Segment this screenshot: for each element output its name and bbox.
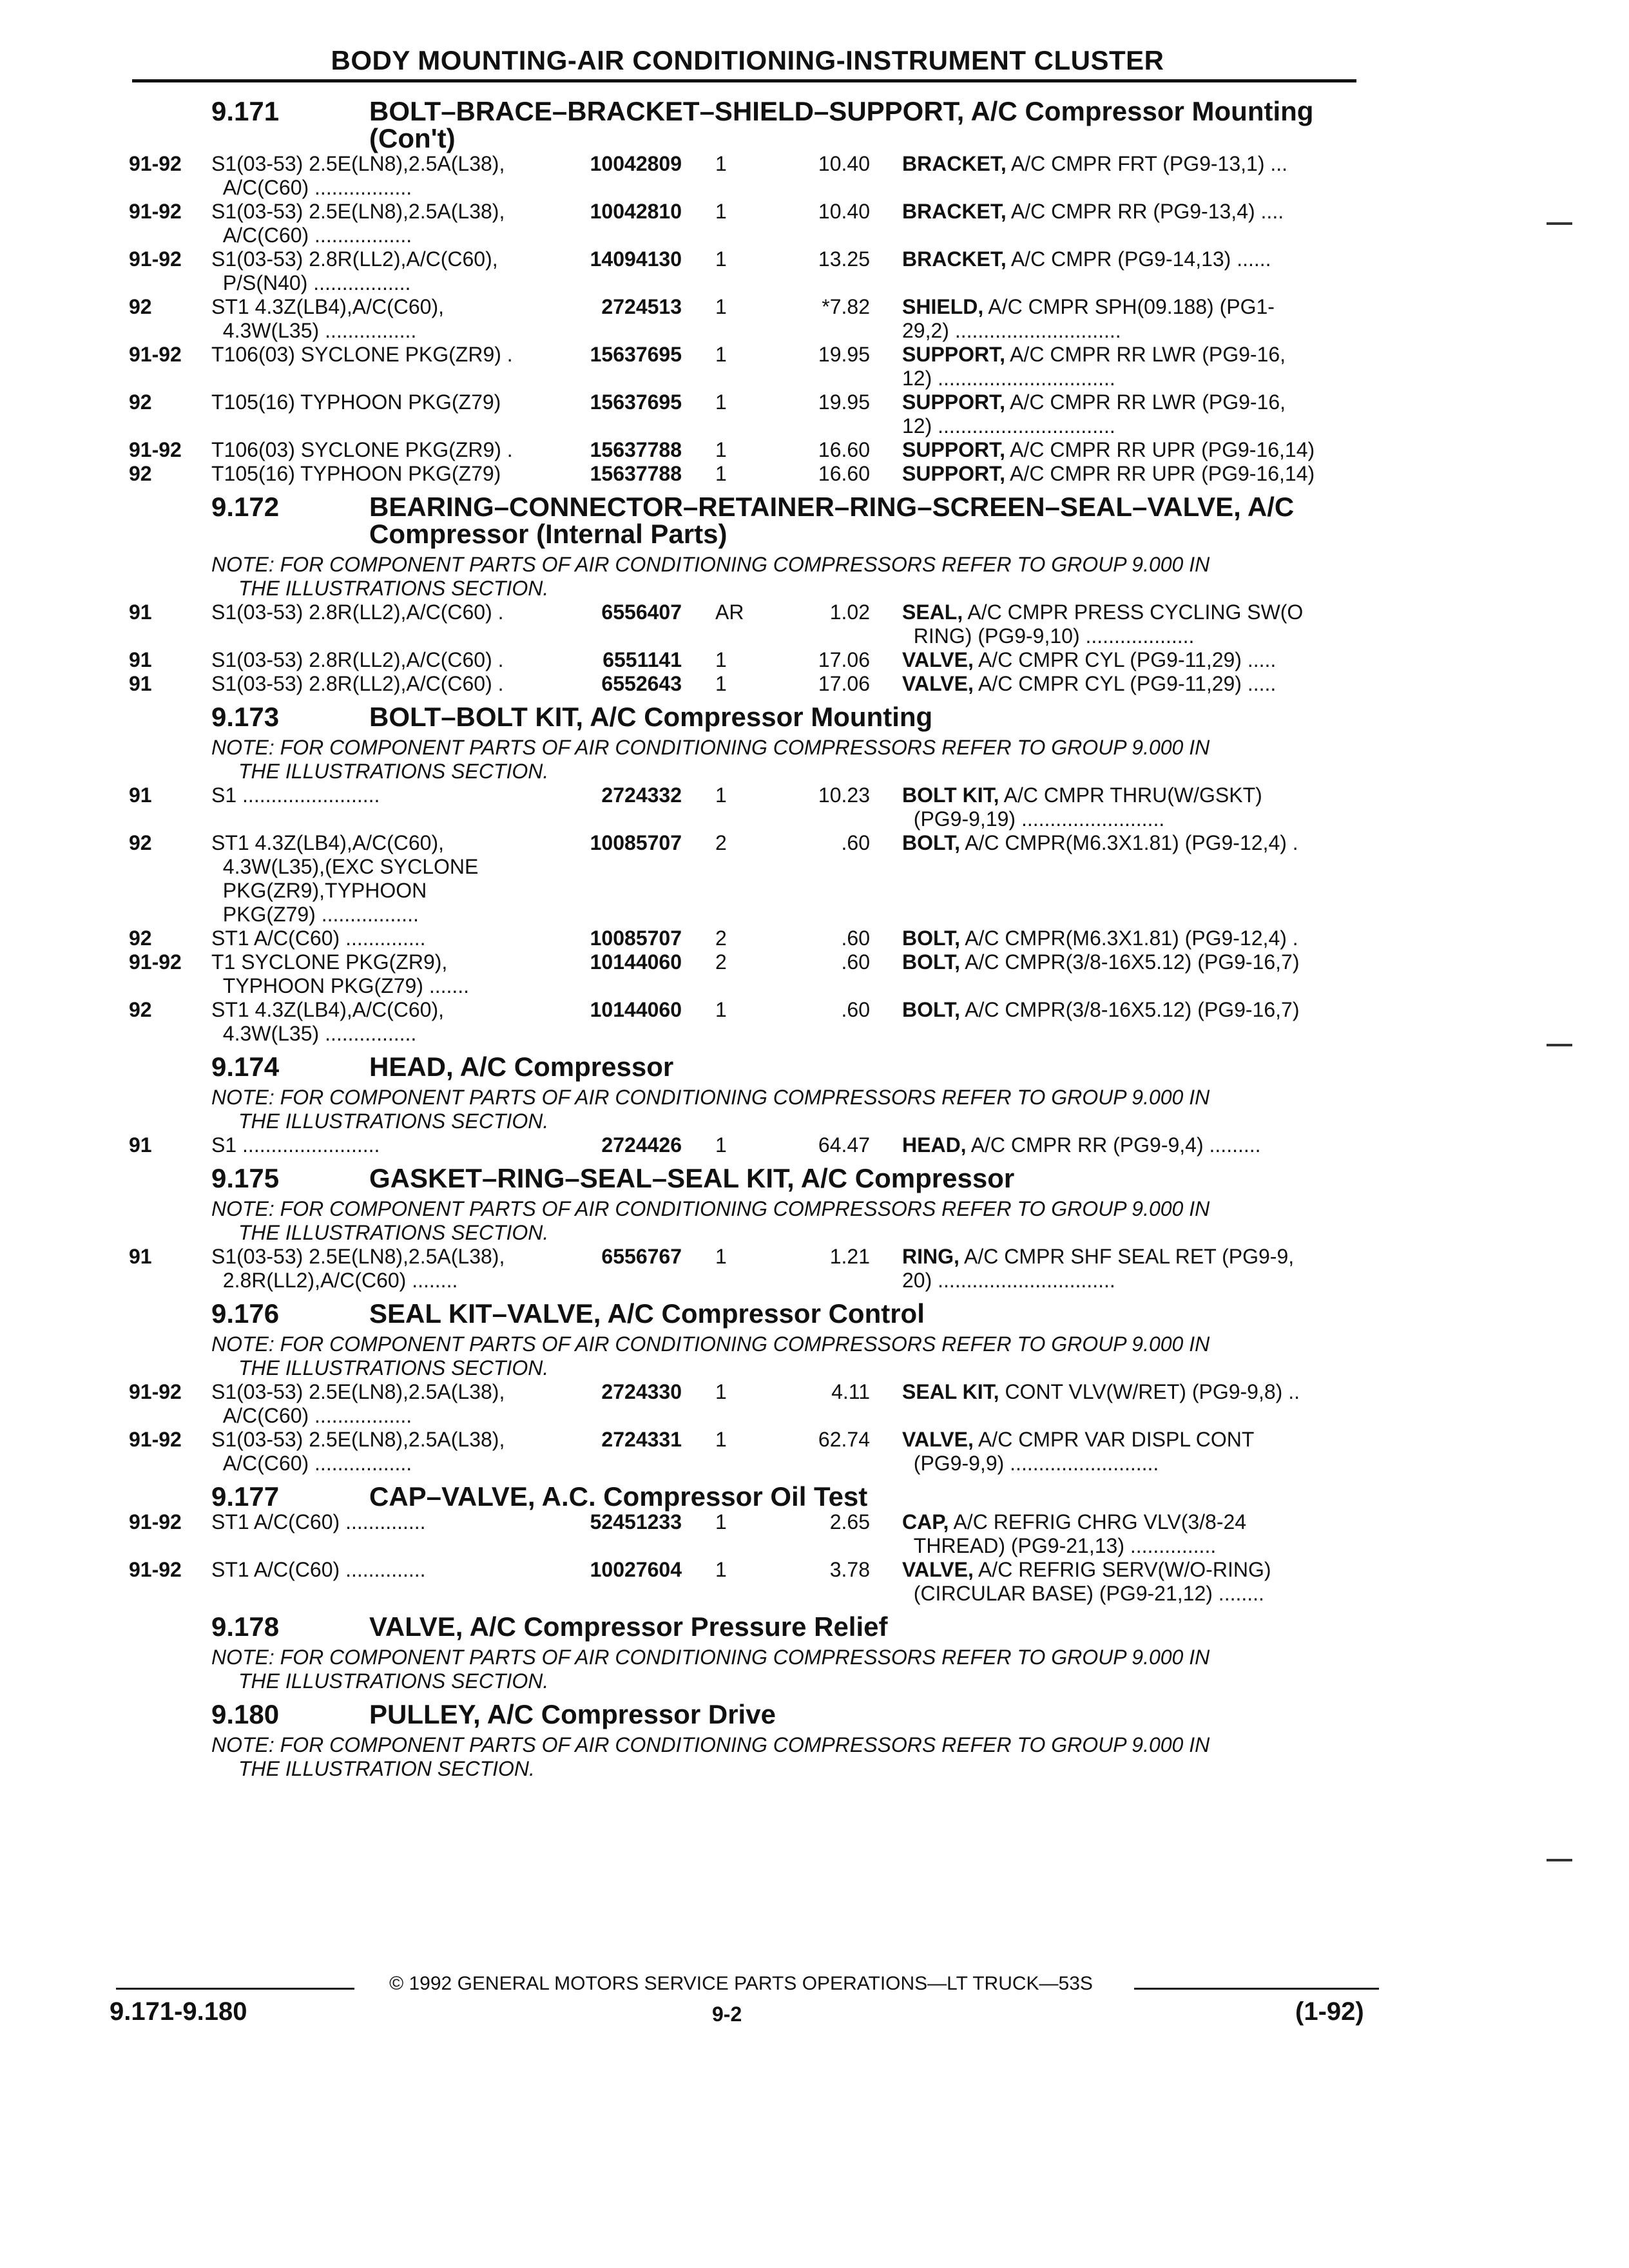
application-description: T106(03) SYCLONE PKG(ZR9) . [211,438,513,461]
application-description: ST1 4.3Z(LB4),A/C(C60), 4.3W(L35) ................ [211,998,444,1045]
section-number: 9.177 [211,1481,280,1512]
application-description: ST1 4.3Z(LB4),A/C(C60), 4.3W(L35) ................ [211,295,444,342]
part-name [876,1133,1366,1157]
quantity: 1 [715,1510,727,1533]
note-line: NOTE: FOR COMPONENT PARTS OF AIR CONDITIONING COMPRESSORS REFER TO GROUP 9.000 IN [211,1646,1210,1669]
price: 10.40 [818,152,870,175]
application-description: S1(03-53) 2.8R(LL2),A/C(C60), P/S(N40) ................. [211,247,498,294]
part-detail: A/C CMPR RR UPR (PG9-16,14) [1005,438,1315,461]
part-number: 2724332 [601,783,682,807]
quantity: 2 [715,927,727,950]
quantity: 1 [715,672,727,695]
section-note [129,1086,1366,1133]
margin-mark [1547,222,1572,225]
section-heading [129,1053,1366,1081]
section-title: PULLEY, A/C Compressor Drive [369,1699,776,1729]
application-description: ST1 A/C(C60) .............. [211,1510,426,1533]
application-description: S1(03-53) 2.8R(LL2),A/C(C60) . [211,672,504,695]
quantity: 1 [715,648,727,671]
application-description: S1 ........................ [211,783,380,807]
model-year: 91-92 [129,1558,182,1581]
section-9-177 [129,1483,1366,1606]
part-number: 15637695 [590,390,682,414]
price: 2.65 [829,1510,870,1533]
part-noun: SUPPORT, [902,343,1006,366]
application-description: S1(03-53) 2.5E(LN8),2.5A(L38), A/C(C60) ................. [211,200,505,247]
note-line: THE ILLUSTRATIONS SECTION. [238,760,549,783]
section-9-171 [129,98,1366,486]
part-name [876,462,1366,486]
part-number: 10027604 [590,1558,682,1581]
model-year: 91-92 [129,1510,182,1533]
part-detail: A/C CMPR(3/8-16X5.12) (PG9-16,7) [960,950,1300,974]
quantity: 1 [715,295,727,318]
quantity: 1 [715,998,727,1021]
part-number: 10042810 [590,200,682,223]
part-number: 6556767 [601,1245,682,1268]
model-year: 91-92 [129,1380,182,1403]
part-noun: VALVE, [902,648,974,671]
model-year: 91 [129,1245,152,1268]
part-name [876,783,1366,831]
section-heading [129,704,1366,731]
part-row [129,672,1366,696]
part-noun: BOLT, [902,950,961,974]
section-note [129,1646,1366,1693]
part-detail: A/C CMPR RR LWR (PG9-16, 12) ............................... [902,390,1286,437]
price: 62.74 [818,1428,870,1451]
part-number: 52451233 [590,1510,682,1533]
model-year: 92 [129,462,152,485]
part-detail: A/C REFRIG CHRG VLV(3/8-24 THREAD) (PG9-21,13) ............... [913,1510,1247,1557]
model-year: 91-92 [129,343,182,366]
section-heading [129,1613,1366,1640]
application-description: ST1 4.3Z(LB4),A/C(C60), 4.3W(L35),(EXC SYCLONE PKG(ZR9),TYPHOON PKG(Z79) ................. [211,831,479,926]
part-noun: SUPPORT, [902,390,1006,414]
quantity: 1 [715,1245,727,1268]
price: 4.11 [831,1380,870,1403]
quantity: 1 [715,1428,727,1451]
part-detail: A/C CMPR CYL (PG9-11,29) ..... [973,648,1277,671]
part-row [129,1510,1366,1558]
part-number: 10042809 [590,152,682,175]
section-9-172 [129,494,1366,696]
footer-page-number: 9-2 [712,2003,742,2026]
application-description: T106(03) SYCLONE PKG(ZR9) . [211,343,513,366]
part-number: 2724330 [601,1380,682,1403]
section-9-174 [129,1053,1366,1157]
price: 19.95 [818,343,870,366]
application-description: S1(03-53) 2.5E(LN8),2.5A(L38), A/C(C60) ................. [211,1428,505,1475]
model-year: 92 [129,927,152,950]
part-name [876,200,1366,224]
application-description: S1(03-53) 2.5E(LN8),2.5A(L38), A/C(C60) ................. [211,1380,505,1427]
section-title: HEAD, A/C Compressor [369,1052,674,1082]
footer-rule-right [1134,1988,1379,1990]
price: *7.82 [822,295,870,318]
section-heading [129,1483,1366,1510]
part-name [876,1428,1366,1475]
price: 17.06 [818,648,870,671]
price: .60 [841,998,870,1021]
footer-date-code: (1-92) [1295,1997,1364,2026]
part-row [129,1428,1366,1475]
part-number: 10085707 [590,927,682,950]
part-noun: BOLT KIT, [902,783,999,807]
quantity: 2 [715,950,727,974]
application-description: ST1 A/C(C60) .............. [211,1558,426,1581]
section-note [129,1332,1366,1380]
part-number: 10144060 [590,998,682,1021]
section-number: 9.175 [211,1163,280,1193]
section-number: 9.174 [211,1052,280,1082]
quantity: 1 [715,200,727,223]
part-name [876,390,1366,438]
part-name [876,438,1366,462]
part-number: 6551141 [602,648,682,671]
part-detail: A/C CMPR RR (PG9-9,4) ......... [966,1133,1261,1157]
section-number: 9.178 [211,1611,280,1642]
part-row [129,343,1366,390]
section-title: BEARING–CONNECTOR–RETAINER–RING–SCREEN–SEAL–VALVE, A/C Compressor (Internal Parts) [369,492,1295,549]
section-9-178 [129,1613,1366,1693]
price: .60 [841,831,870,854]
part-number: 15637788 [590,438,682,461]
part-row [129,998,1366,1046]
model-year: 92 [129,998,152,1021]
part-row [129,1558,1366,1606]
part-row [129,1133,1366,1157]
note-line: THE ILLUSTRATIONS SECTION. [238,577,549,600]
note-line: THE ILLUSTRATION SECTION. [238,1757,535,1780]
part-name [876,295,1366,343]
part-number: 6556407 [601,601,682,624]
part-row [129,648,1366,672]
section-heading [129,98,1366,152]
footer-section-range: 9.171-9.180 [110,1997,247,2026]
note-line: THE ILLUSTRATIONS SECTION. [238,1110,549,1133]
section-9-173 [129,704,1366,1046]
note-line: NOTE: FOR COMPONENT PARTS OF AIR CONDITIONING COMPRESSORS REFER TO GROUP 9.000 IN [211,736,1210,759]
part-noun: BOLT, [902,998,961,1021]
section-note [129,1197,1366,1245]
part-row [129,783,1366,831]
part-name [876,152,1366,176]
part-detail: A/C CMPR (PG9-14,13) ...... [1006,247,1271,271]
part-number: 15637695 [590,343,682,366]
part-row [129,438,1366,462]
part-detail: A/C CMPR SPH(09.188) (PG1- 29,2) ............................. [902,295,1275,342]
part-name [876,648,1366,672]
part-noun: SHIELD, [902,295,984,318]
section-9-180 [129,1701,1366,1781]
part-name [876,343,1366,390]
section-heading [129,494,1366,548]
price: 3.78 [829,1558,870,1581]
quantity: 1 [715,783,727,807]
part-number: 10085707 [590,831,682,854]
quantity: 1 [715,438,727,461]
price: .60 [841,927,870,950]
section-note [129,1733,1366,1781]
part-noun: SEAL KIT, [902,1380,999,1403]
part-number: 2724331 [601,1428,682,1451]
price: 13.25 [818,247,870,271]
quantity: 1 [715,247,727,271]
model-year: 91-92 [129,200,182,223]
quantity: 2 [715,831,727,854]
application-description: S1(03-53) 2.5E(LN8),2.5A(L38), 2.8R(LL2),A/C(C60) ........ [211,1245,505,1292]
price: 1.21 [829,1245,870,1268]
model-year: 91 [129,1133,152,1157]
part-noun: VALVE, [902,672,974,695]
part-noun: SEAL, [902,601,963,624]
application-description: ST1 A/C(C60) .............. [211,927,426,950]
part-detail: A/C CMPR FRT (PG9-13,1) ... [1006,152,1288,175]
note-line: THE ILLUSTRATIONS SECTION. [238,1669,549,1693]
part-number: 6552643 [601,672,682,695]
part-row [129,1380,1366,1428]
model-year: 91-92 [129,438,182,461]
part-row [129,1245,1366,1293]
part-noun: HEAD, [902,1133,967,1157]
part-noun: VALVE, [902,1558,974,1581]
section-number: 9.173 [211,702,280,732]
section-9-176 [129,1300,1366,1475]
price: 19.95 [818,390,870,414]
content-area [129,90,1366,1781]
section-note [129,736,1366,783]
note-line: NOTE: FOR COMPONENT PARTS OF AIR CONDITIONING COMPRESSORS REFER TO GROUP 9.000 IN [211,1197,1210,1220]
application-description: T1 SYCLONE PKG(ZR9), TYPHOON PKG(Z79) ....... [211,950,470,997]
quantity: 1 [715,462,727,485]
price: .60 [841,950,870,974]
section-heading [129,1165,1366,1192]
part-noun: BOLT, [902,927,961,950]
part-noun: CAP, [902,1510,949,1533]
model-year: 91-92 [129,247,182,271]
part-row [129,200,1366,247]
part-detail: A/C CMPR(3/8-16X5.12) (PG9-16,7) [960,998,1300,1021]
part-noun: BRACKET, [902,247,1007,271]
section-number: 9.172 [211,492,280,522]
part-name [876,831,1366,855]
part-detail: A/C CMPR SHF SEAL RET (PG9-9, 20) ............................... [902,1245,1295,1292]
header-rule [132,79,1356,82]
note-line: NOTE: FOR COMPONENT PARTS OF AIR CONDITIONING COMPRESSORS REFER TO GROUP 9.000 IN [211,1086,1210,1109]
part-detail: A/C CMPR VAR DISPL CONT (PG9-9,9) .......................... [913,1428,1255,1475]
footer-rule-left [116,1988,354,1990]
part-name [876,927,1366,950]
model-year: 91-92 [129,950,182,974]
model-year: 91 [129,648,152,671]
part-noun: RING, [902,1245,959,1268]
model-year: 92 [129,390,152,414]
part-row [129,247,1366,295]
model-year: 91 [129,783,152,807]
section-title: SEAL KIT–VALVE, A/C Compressor Control [369,1298,925,1329]
part-detail: A/C CMPR PRESS CYCLING SW(O RING) (PG9-9,10) ................... [913,601,1304,648]
note-line: NOTE: FOR COMPONENT PARTS OF AIR CONDITIONING COMPRESSORS REFER TO GROUP 9.000 IN [211,1332,1210,1356]
section-number: 9.180 [211,1699,280,1729]
part-detail: A/C CMPR RR LWR (PG9-16, 12) ............................... [902,343,1286,390]
part-noun: VALVE, [902,1428,974,1451]
part-noun: BOLT, [902,831,961,854]
note-line: NOTE: FOR COMPONENT PARTS OF AIR CONDITIONING COMPRESSORS REFER TO GROUP 9.000 IN [211,1733,1210,1756]
part-detail: A/C CMPR RR (PG9-13,4) .... [1006,200,1284,223]
margin-mark [1547,1859,1572,1861]
price: 17.06 [818,672,870,695]
model-year: 91 [129,601,152,624]
quantity: 1 [715,390,727,414]
application-description: S1(03-53) 2.8R(LL2),A/C(C60) . [211,601,504,624]
part-name [876,247,1366,271]
application-description: S1 ........................ [211,1133,380,1157]
section-title: BOLT–BRACE–BRACKET–SHIELD–SUPPORT, A/C Compressor Mounting (Con't) [369,96,1314,153]
quantity: AR [715,601,744,624]
model-year: 91 [129,672,152,695]
part-row [129,927,1366,950]
application-description: S1(03-53) 2.8R(LL2),A/C(C60) . [211,648,504,671]
part-detail: A/C CMPR RR UPR (PG9-16,14) [1005,462,1315,485]
part-row [129,950,1366,998]
part-noun: BRACKET, [902,200,1007,223]
model-year: 92 [129,295,152,318]
section-number: 9.171 [211,96,280,126]
part-name [876,950,1366,974]
price: 1.02 [829,601,870,624]
application-description: S1(03-53) 2.5E(LN8),2.5A(L38), A/C(C60) ................. [211,152,505,199]
price: 10.40 [818,200,870,223]
part-row [129,462,1366,486]
part-number: 15637788 [590,462,682,485]
part-number: 2724513 [601,295,682,318]
section-title: BOLT–BOLT KIT, A/C Compressor Mounting [369,702,933,732]
section-title: GASKET–RING–SEAL–SEAL KIT, A/C Compressor [369,1163,1015,1193]
quantity: 1 [715,1558,727,1581]
model-year: 91-92 [129,1428,182,1451]
margin-mark [1547,1044,1572,1046]
part-name [876,601,1366,648]
section-title: CAP–VALVE, A.C. Compressor Oil Test [369,1481,868,1512]
quantity: 1 [715,1133,727,1157]
part-name [876,1245,1366,1293]
part-noun: SUPPORT, [902,462,1006,485]
note-line: THE ILLUSTRATIONS SECTION. [238,1356,549,1379]
part-detail: A/C CMPR(M6.3X1.81) (PG9-12,4) . [960,927,1298,950]
price: 16.60 [818,438,870,461]
part-name [876,672,1366,696]
part-row [129,152,1366,200]
note-line: NOTE: FOR COMPONENT PARTS OF AIR CONDITIONING COMPRESSORS REFER TO GROUP 9.000 IN [211,553,1210,576]
price: 16.60 [818,462,870,485]
quantity: 1 [715,343,727,366]
footer-copyright: © 1992 GENERAL MOTORS SERVICE PARTS OPERATIONS—LT TRUCK—53S [389,1973,1093,1994]
part-noun: SUPPORT, [902,438,1006,461]
section-heading [129,1300,1366,1327]
application-description: T105(16) TYPHOON PKG(Z79) [211,390,501,414]
price: 64.47 [818,1133,870,1157]
part-number: 2724426 [601,1133,682,1157]
section-title: VALVE, A/C Compressor Pressure Relief [369,1611,888,1642]
section-note [129,553,1366,601]
quantity: 1 [715,152,727,175]
model-year: 91-92 [129,152,182,175]
part-detail: A/C CMPR THRU(W/GSKT) (PG9-9,19) ......................... [913,783,1262,831]
note-line: THE ILLUSTRATIONS SECTION. [238,1221,549,1244]
part-detail: A/C REFRIG SERV(W/O-RING) (CIRCULAR BASE) (PG9-21,12) ........ [913,1558,1271,1605]
part-name [876,1380,1366,1404]
section-number: 9.176 [211,1298,280,1329]
part-detail: A/C CMPR(M6.3X1.81) (PG9-12,4) . [960,831,1298,854]
section-heading [129,1701,1366,1728]
part-row [129,390,1366,438]
part-row [129,295,1366,343]
part-detail: A/C CMPR CYL (PG9-11,29) ..... [973,672,1277,695]
part-name [876,1558,1366,1606]
part-row [129,831,1366,927]
section-9-175 [129,1165,1366,1293]
part-name [876,998,1366,1022]
model-year: 92 [129,831,152,854]
part-detail: CONT VLV(W/RET) (PG9-9,8) .. [999,1380,1300,1403]
application-description: T105(16) TYPHOON PKG(Z79) [211,462,501,485]
part-name [876,1510,1366,1558]
part-row [129,601,1366,648]
part-number: 10144060 [590,950,682,974]
quantity: 1 [715,1380,727,1403]
part-number: 14094130 [590,247,682,271]
price: 10.23 [818,783,870,807]
part-noun: BRACKET, [902,152,1007,175]
page-header: BODY MOUNTING-AIR CONDITIONING-INSTRUMENT CLUSTER [331,45,1164,75]
